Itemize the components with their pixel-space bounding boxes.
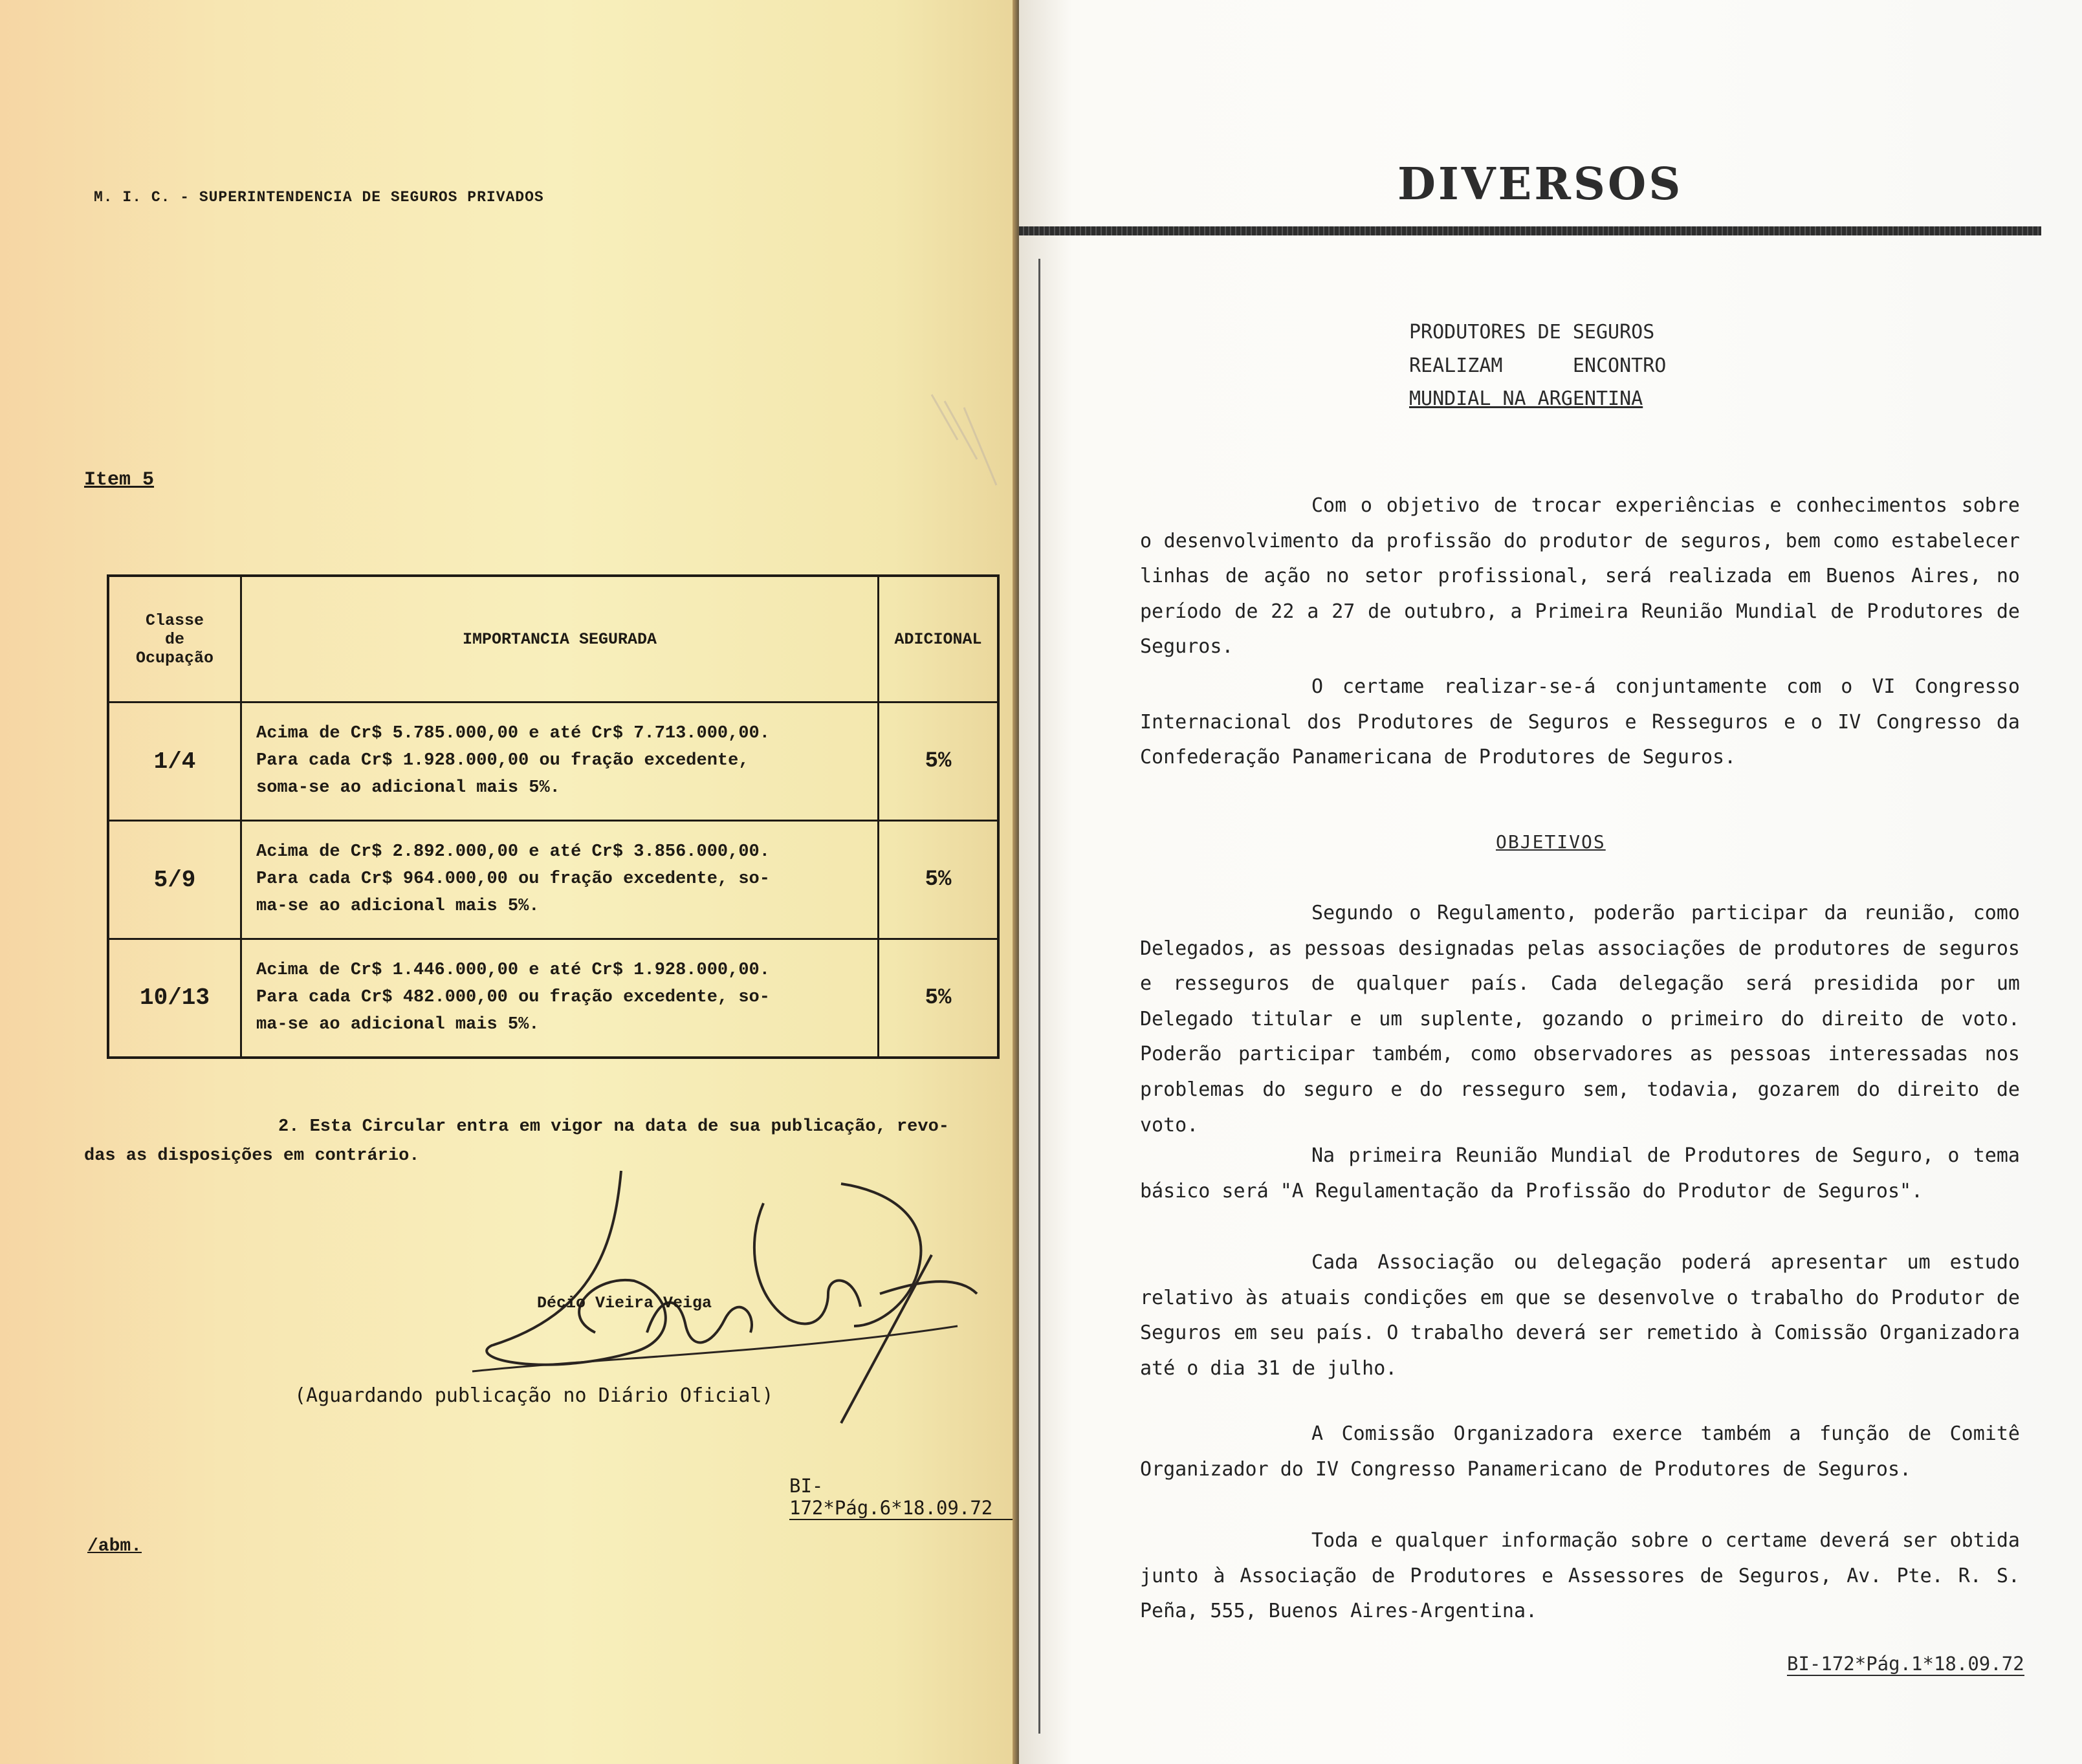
title-rule — [1019, 226, 2041, 235]
table-row — [108, 821, 998, 939]
section-heading: OBJETIVOS — [1496, 831, 1606, 853]
paragraph: Na primeira Reunião Mundial de Produtores de Seguro, o tema básico será "A Regulamentação da Profissão do Produtor de Seguros". — [1140, 1144, 2020, 1203]
adicional-cell: 5% — [879, 939, 999, 1058]
item-label: Item 5 — [84, 469, 155, 491]
left-page — [0, 0, 1016, 1764]
importancia-cell: Acima de Cr$ 5.785.000,00 e até Cr$ 7.713.000,00. Para cada Cr$ 1.928.000,00 ou fração excedente, soma-se ao adicional mais 5%. — [241, 702, 879, 821]
adicional-cell: 5% — [879, 702, 999, 821]
header-adicional: ADICIONAL — [879, 576, 999, 702]
classe-cell: 1/4 — [108, 702, 241, 821]
page-title: DIVERSOS — [1397, 158, 1683, 210]
paragraph: Segundo o Regulamento, poderão participar da reunião, como Delegados, as pessoas designadas pelas associações de produtores de seguros e resseguros de qualquer país. Cada delegação será presidida por um Delegado titular e um suplente, gozando o primeiro do direito de voto. Poderão participar também, como observadores as pessoas interessadas nos problemas do seguro e do resseguro sem, todavia, gozarem do direito de voto. — [1140, 902, 2020, 1137]
header-classe: Classe de Ocupação — [108, 576, 241, 702]
typist-initials: /abm. — [87, 1536, 142, 1556]
stamp-mark — [919, 382, 1009, 511]
signer-name: Décio Vieira Veiga — [537, 1294, 712, 1312]
paragraph: Com o objetivo de trocar experiências e conhecimentos sobre o desenvolvimento da profissão do produtor de seguros, bem como estabelecer linhas de ação no setor profissional, será realizada em Buenos Aires, no período de 22 a 27 de outubro, a Primeira Reunião Mundial de Produtores de Seguros. — [1140, 494, 2020, 659]
page-reference: BI-172*Pág.1*18.09.72 — [1787, 1653, 2024, 1675]
page-reference: BI-172*Pág.6*18.09.72 — [789, 1475, 1016, 1520]
paragraph: A Comissão Organizadora exerce também a função de Comitê Organizador do IV Congresso Panamericano de Produtores de Seguros. — [1140, 1422, 2020, 1481]
table-row — [108, 702, 998, 821]
paragraph: O certame realizar-se-á conjuntamente com o VI Congresso Internacional dos Produtores de Seguros e Resseguros e o IV Congresso da Confederação Panamericana de Produtores de Seguros. — [1140, 675, 2020, 769]
right-page — [1019, 0, 2082, 1764]
table-header-row — [108, 576, 998, 702]
classe-cell: 5/9 — [108, 821, 241, 939]
adicional-cell: 5% — [879, 821, 999, 939]
article-headline: PRODUTORES DE SEGUROS REALIZAM ENCONTRO MUNDIAL NA ARGENTINA — [1409, 321, 1667, 411]
importancia-cell: Acima de Cr$ 2.892.000,00 e até Cr$ 3.856.000,00. Para cada Cr$ 964.000,00 ou fração excedente, so- ma-se ao adicional mais 5%. — [241, 821, 879, 939]
occupation-table — [107, 574, 1000, 1059]
circular-paragraph: 2. Esta Circular entra em vigor na data de sua publicação, revo- das as disposições em contrário. — [84, 1117, 949, 1166]
awaiting-publication-note: (Aguardando publicação no Diário Oficial) — [294, 1384, 774, 1407]
document-header: M. I. C. - SUPERINTENDENCIA DE SEGUROS PRIVADOS — [94, 189, 544, 206]
importancia-cell: Acima de Cr$ 1.446.000,00 e até Cr$ 1.928.000,00. Para cada Cr$ 482.000,00 ou fração excedente, so- ma-se ao adicional mais 5%. — [241, 939, 879, 1058]
paragraph: Toda e qualquer informação sobre o certame deverá ser obtida junto à Associação de Produtores e Assessores de Seguros, Av. Pte. R. S. Peña, 555, Buenos Aires-Argentina. — [1140, 1529, 2020, 1623]
paragraph: Cada Associação ou delegação poderá apresentar um estudo relativo às atuais condições em que se desenvolve o trabalho do Produtor de Seguros em seu país. O trabalho deverá ser remetido à Comissão Organizadora até o dia 31 de julho. — [1140, 1251, 2020, 1380]
margin-line — [1038, 259, 1040, 1734]
classe-cell: 10/13 — [108, 939, 241, 1058]
header-importancia: IMPORTANCIA SEGURADA — [241, 576, 879, 702]
table-row — [108, 939, 998, 1058]
